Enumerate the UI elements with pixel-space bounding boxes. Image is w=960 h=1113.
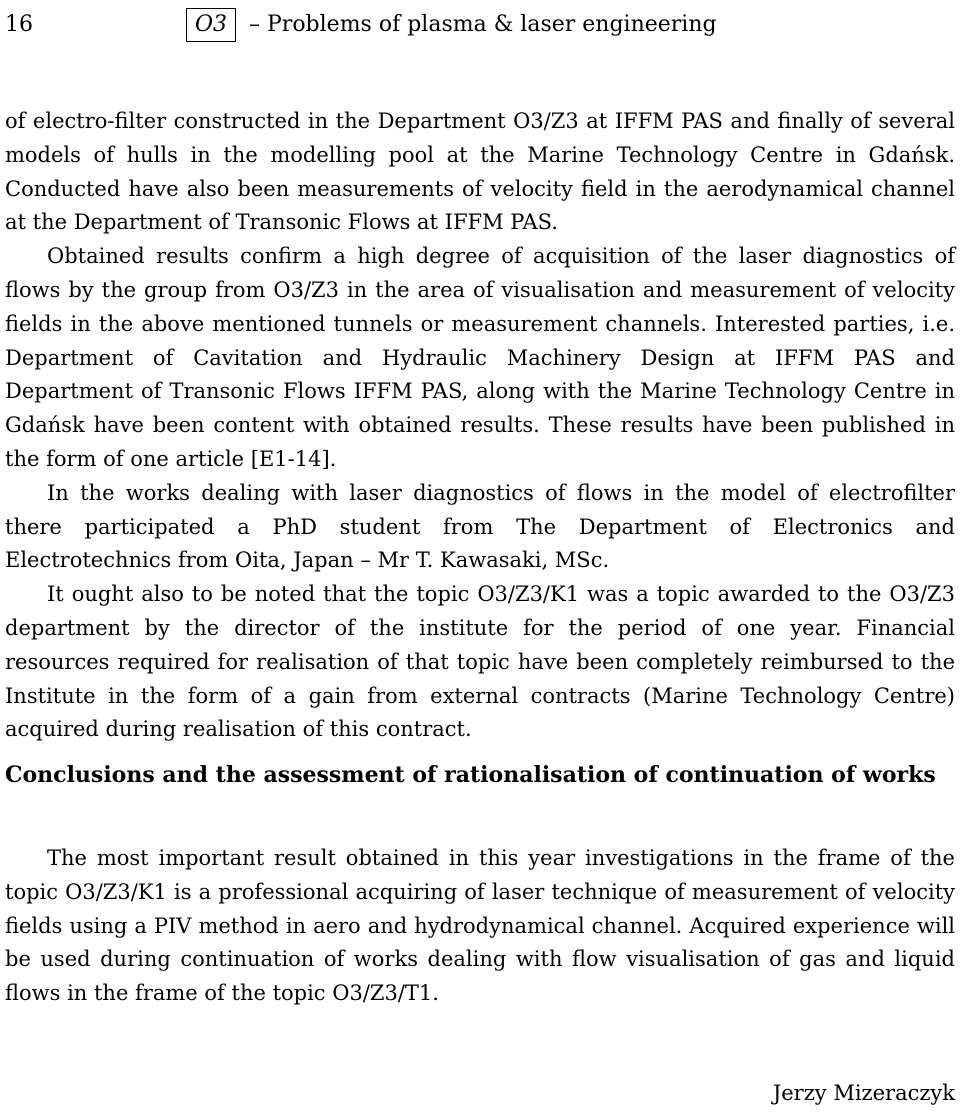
section-heading: Conclusions and the assessment of rationalisation of continuation of works: [5, 762, 936, 788]
running-header-title: – Problems of plasma & laser engineering: [249, 12, 717, 37]
running-header: [5, 8, 955, 42]
document-page: [5, 0, 955, 1113]
paragraph-conclusions: The most important result obtained in this year investigations in the frame of the topic O3/Z3/K1 is a professional acquiring of laser technique of measurement of velocity fields using a PIV method in aero and hydrodynamical channel. Acquired experience will be used during continuation of works dealing with flow visualisation of gas and liquid flows in the frame of the topic O3/Z3/T1.: [5, 846, 955, 1006]
paragraph-results: Obtained results confirm a high degree of acquisition of the laser diagnostics of flows by the group from O3/Z3 in the area of visualisation and measurement of velocity fields in the above mentioned tunnels or measurement channels. Interested parties, i.e. Department of Cavitation and Hydraulic Machinery Design at IFFM PAS and Department of Transonic Flows IFFM PAS, along with the Marine Technology Centre in Gdańsk have been content with obtained results. These results have been published in the form of one article [E1-14].: [5, 244, 955, 471]
topic-code-box: O3: [186, 8, 236, 42]
page-number: 16: [5, 12, 33, 37]
section-text: [5, 842, 955, 1011]
paragraph-funding: It ought also to be noted that the topic O3/Z3/K1 was a topic awarded to the O3/Z3 department by the director of the institute for the period of one year. Financial resources required for realisation of that topic have been completely reimbursed to the Institute in the form of a gain from external contracts (Marine Technology Centre) acquired during realisation of this contract.: [5, 582, 955, 742]
body-text: [5, 105, 955, 747]
paragraph-continued: of electro-filter constructed in the Department O3/Z3 at IFFM PAS and finally of several models of hulls in the modelling pool at the Marine Technology Centre in Gdańsk. Conducted have also been measurements of velocity field in the aerodynamical channel at the Department of Transonic Flows at IFFM PAS.: [5, 109, 955, 235]
paragraph-participants: In the works dealing with laser diagnostics of flows in the model of electrofilter there participated a PhD student from The Department of Electronics and Electrotechnics from Oita, Japan – Mr T. Kawasaki, MSc.: [5, 480, 955, 573]
author-signature: Jerzy Mizeraczyk: [772, 1081, 955, 1105]
